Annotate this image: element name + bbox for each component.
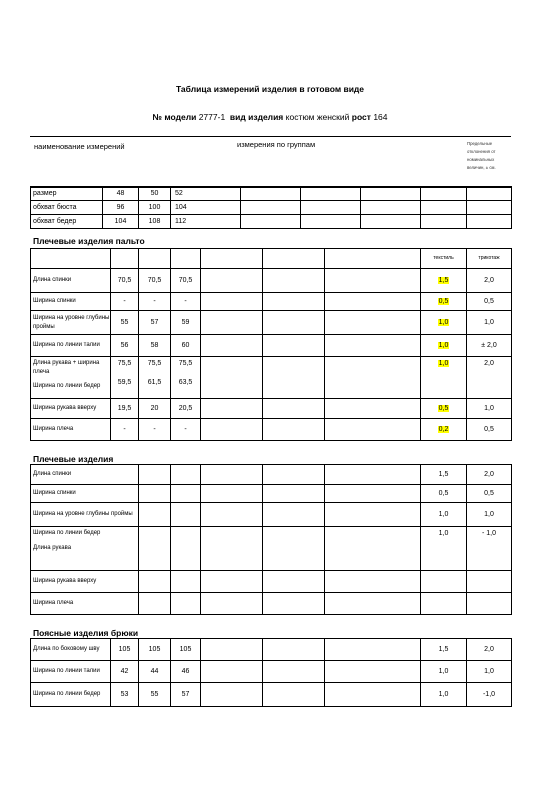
cell-value: 112 <box>171 215 241 229</box>
table-cell <box>201 399 263 419</box>
table-cell <box>325 335 421 357</box>
textile-value-highlighted: 0,5 <box>438 298 449 305</box>
cell-value: 70,5 <box>111 269 139 293</box>
table-cell <box>325 503 421 527</box>
row-label: Длина спинки <box>31 269 111 293</box>
table-cell <box>421 201 467 215</box>
table-row <box>31 639 512 661</box>
table-cell <box>171 571 201 593</box>
table-cell <box>201 357 263 399</box>
table-row <box>31 293 512 311</box>
textile-value-highlighted: 1,5 <box>438 277 449 284</box>
table-cell <box>263 293 325 311</box>
table-row <box>31 311 512 335</box>
table-cell <box>361 201 421 215</box>
table-cell <box>325 639 421 661</box>
table-cell <box>421 399 467 419</box>
table-row <box>31 357 512 399</box>
table-cell <box>301 215 361 229</box>
height-value: 164 <box>373 112 388 122</box>
table-row <box>31 249 512 269</box>
table-cell <box>325 661 421 683</box>
row-label: Длина рукава + ширина плеча <box>33 360 100 375</box>
table-cell <box>263 639 325 661</box>
textile-value: 1,0 <box>421 683 467 707</box>
table-cell <box>171 503 201 527</box>
table-cell <box>325 571 421 593</box>
page-title: Таблица измерений изделия в готовом виде <box>175 84 365 94</box>
table-cell <box>263 249 325 269</box>
table-header <box>30 136 511 188</box>
table-cell <box>263 269 325 293</box>
knit-value: ± 2,0 <box>467 335 512 357</box>
cell-value: 56 <box>111 335 139 357</box>
table-cell <box>263 485 325 503</box>
row-label: Ширина спинки <box>31 485 139 503</box>
cell-value: - <box>171 419 201 441</box>
cell-value: 50 <box>139 187 171 201</box>
table-cell <box>201 503 263 527</box>
coat-table <box>30 248 512 441</box>
cell-value: - <box>111 293 139 311</box>
table-cell <box>361 215 421 229</box>
row-label: Ширина спинки <box>31 293 111 311</box>
kind-label: вид изделия <box>229 112 284 122</box>
shoulder-table <box>30 464 512 615</box>
row-label: Ширина по линии талии <box>31 661 111 683</box>
cell-value: 19,5 <box>111 399 139 419</box>
row-label: обхват бюста <box>31 201 103 215</box>
col-knit-header: трикотаж <box>467 249 512 269</box>
cell-value: 52 <box>171 187 241 201</box>
cell-value: 53 <box>111 683 139 707</box>
cell-value: 70,5 <box>139 269 171 293</box>
cell-value: 20 <box>139 399 171 419</box>
table-cell <box>263 311 325 335</box>
cell-value: 105 <box>139 639 171 661</box>
knit-value: 2,0 <box>467 639 512 661</box>
table-cell <box>201 683 263 707</box>
knit-value: 1,0 <box>467 311 512 335</box>
cell-value: 75,5 <box>178 360 193 367</box>
knit-value: -1,0 <box>467 683 512 707</box>
cell-value: 104 <box>103 215 139 229</box>
row-label: размер <box>31 187 103 201</box>
table-cell <box>421 293 467 311</box>
table-cell <box>201 293 263 311</box>
cell-value: - <box>139 293 171 311</box>
table-cell <box>31 357 111 399</box>
table-cell <box>421 311 467 335</box>
table-cell <box>263 527 325 571</box>
table-cell <box>263 661 325 683</box>
table-cell <box>139 465 171 485</box>
kind-value: костюм женский <box>285 112 350 122</box>
cell-value: - <box>111 419 139 441</box>
table-cell <box>139 249 171 269</box>
section-title-shoulder: Плечевые изделия <box>33 454 114 464</box>
table-cell <box>171 465 201 485</box>
table-row <box>31 485 512 503</box>
col-textile-header: текстиль <box>421 249 467 269</box>
row-label: Ширина плеча <box>31 593 139 615</box>
textile-value: 0,5 <box>421 485 467 503</box>
textile-value-highlighted: 0,5 <box>438 405 449 412</box>
table-cell <box>171 249 201 269</box>
table-cell <box>325 269 421 293</box>
table-cell <box>171 593 201 615</box>
row-label: Длина по боковому шву <box>31 639 111 661</box>
table-row <box>31 399 512 419</box>
row-label: Ширина по линии бедер <box>31 683 111 707</box>
table-cell <box>201 527 263 571</box>
cell-value: 20,5 <box>171 399 201 419</box>
size-table <box>30 186 512 229</box>
knit-value: 1,0 <box>467 503 512 527</box>
knit-value: - 1,0 <box>467 527 512 571</box>
table-row <box>31 571 512 593</box>
cell-value: 59 <box>171 311 201 335</box>
table-cell <box>325 357 421 399</box>
table-cell <box>171 357 201 399</box>
table-cell <box>467 571 512 593</box>
table-cell <box>325 465 421 485</box>
table-cell <box>467 215 512 229</box>
knit-value: 1,0 <box>467 661 512 683</box>
table-cell <box>263 503 325 527</box>
table-cell <box>325 527 421 571</box>
textile-value: 1,0 <box>421 503 467 527</box>
table-cell <box>139 527 171 571</box>
row-label: Ширина по линии бедер <box>33 530 101 536</box>
cell-value: 58 <box>139 335 171 357</box>
cell-value: 42 <box>111 661 139 683</box>
table-cell <box>201 661 263 683</box>
table-cell <box>263 357 325 399</box>
table-cell <box>201 419 263 441</box>
knit-value: 2,0 <box>467 357 512 399</box>
section-title-waist: Поясные изделия брюки <box>33 628 139 638</box>
knit-value: 0,5 <box>467 293 512 311</box>
model-subtitle <box>0 112 540 122</box>
table-cell <box>325 249 421 269</box>
table-cell <box>467 201 512 215</box>
table-row <box>31 215 512 229</box>
table-cell <box>201 335 263 357</box>
cell-value: 57 <box>139 311 171 335</box>
table-row <box>31 465 512 485</box>
table-cell <box>421 419 467 441</box>
cell-value: - <box>139 419 171 441</box>
table-cell <box>171 485 201 503</box>
table-cell <box>301 187 361 201</box>
table-cell <box>171 527 201 571</box>
table-cell <box>421 269 467 293</box>
row-label: Ширина рукава вверху <box>31 571 139 593</box>
table-cell <box>325 399 421 419</box>
table-cell <box>263 593 325 615</box>
cell-value: 75,5 <box>147 360 162 367</box>
table-row <box>31 527 512 571</box>
table-row <box>31 187 512 201</box>
table-cell <box>201 249 263 269</box>
table-cell <box>201 311 263 335</box>
table-cell <box>361 187 421 201</box>
table-row <box>31 335 512 357</box>
table-row <box>31 419 512 441</box>
table-cell <box>467 593 512 615</box>
table-row <box>31 661 512 683</box>
height-label: рост <box>351 112 371 122</box>
textile-value-highlighted: 0,2 <box>438 426 449 433</box>
table-cell <box>139 503 171 527</box>
table-cell <box>325 419 421 441</box>
knit-value: 0,5 <box>467 485 512 503</box>
cell-value: 105 <box>171 639 201 661</box>
table-cell <box>263 335 325 357</box>
table-cell <box>421 357 467 399</box>
table-cell <box>467 187 512 201</box>
table-cell <box>111 249 139 269</box>
table-cell <box>263 465 325 485</box>
row-label: Ширина по линии талии <box>31 335 111 357</box>
cell-value: 48 <box>103 187 139 201</box>
cell-value: 108 <box>139 215 171 229</box>
cell-value: 61,5 <box>147 379 162 386</box>
table-row <box>31 269 512 293</box>
knit-value: 2,0 <box>467 269 512 293</box>
table-cell <box>139 571 171 593</box>
textile-value: 1,0 <box>421 661 467 683</box>
row-label: Ширина рукава вверху <box>31 399 111 419</box>
textile-value-highlighted: 1,0 <box>438 360 449 367</box>
header-groups-col: измерения по группам <box>237 140 316 149</box>
cell-value: 63,5 <box>178 379 193 386</box>
table-row <box>31 201 512 215</box>
table-cell <box>325 593 421 615</box>
table-cell <box>325 485 421 503</box>
table-cell <box>263 419 325 441</box>
cell-value: 55 <box>139 683 171 707</box>
table-cell <box>301 201 361 215</box>
cell-value: 100 <box>139 201 171 215</box>
cell-value: 55 <box>111 311 139 335</box>
row-label: Ширина на уровне глубины проймы <box>31 503 139 527</box>
cell-value: 60 <box>171 335 201 357</box>
table-cell <box>139 485 171 503</box>
table-cell <box>201 571 263 593</box>
cell-value: 104 <box>171 201 241 215</box>
table-cell <box>325 293 421 311</box>
knit-value: 2,0 <box>467 465 512 485</box>
header-deviation-col: Предельные отклонения от номинальных величин, ± см. <box>467 141 496 170</box>
cell-value: 75,5 <box>117 360 132 367</box>
table-cell <box>241 201 301 215</box>
row-label: Ширина на уровне глубины проймы <box>31 311 111 335</box>
textile-value: 1,0 <box>421 527 467 571</box>
table-cell <box>201 465 263 485</box>
textile-value: 1,5 <box>421 465 467 485</box>
knit-value: 0,5 <box>467 419 512 441</box>
table-cell <box>201 485 263 503</box>
table-cell <box>241 215 301 229</box>
table-cell <box>421 571 467 593</box>
table-cell <box>31 249 111 269</box>
textile-value-highlighted: 1,0 <box>438 342 449 349</box>
table-cell <box>201 593 263 615</box>
cell-value: 59,5 <box>117 379 132 386</box>
row-label: Длина спинки <box>31 465 139 485</box>
model-label: № модели <box>152 112 197 122</box>
table-cell <box>263 399 325 419</box>
waist-table <box>30 638 512 707</box>
table-row <box>31 683 512 707</box>
table-cell <box>241 187 301 201</box>
row-label: Ширина плеча <box>31 419 111 441</box>
row-label: Ширина по линии бедер <box>33 383 101 389</box>
cell-value: 44 <box>139 661 171 683</box>
cell-value: 46 <box>171 661 201 683</box>
table-cell <box>31 527 139 571</box>
table-cell <box>263 683 325 707</box>
table-cell <box>139 357 171 399</box>
textile-value-highlighted: 1,0 <box>438 319 449 326</box>
cell-value: - <box>171 293 201 311</box>
table-cell <box>421 593 467 615</box>
knit-value: 1,0 <box>467 399 512 419</box>
table-cell <box>421 187 467 201</box>
row-label: обхват бедер <box>31 215 103 229</box>
table-cell <box>325 683 421 707</box>
table-cell <box>201 639 263 661</box>
model-value: 2777-1 <box>198 112 226 122</box>
textile-value: 1,5 <box>421 639 467 661</box>
table-cell <box>111 357 139 399</box>
table-row <box>31 503 512 527</box>
cell-value: 96 <box>103 201 139 215</box>
cell-value: 70,5 <box>171 269 201 293</box>
cell-value: 105 <box>111 639 139 661</box>
section-title-coat: Плечевые изделия пальто <box>33 236 145 246</box>
table-row <box>31 593 512 615</box>
table-cell <box>421 215 467 229</box>
table-cell <box>421 335 467 357</box>
table-cell <box>139 593 171 615</box>
row-label: Длина рукава <box>33 545 72 551</box>
table-cell <box>325 311 421 335</box>
header-name-col: наименование измерений <box>34 142 125 151</box>
table-cell <box>201 269 263 293</box>
cell-value: 57 <box>171 683 201 707</box>
table-cell <box>263 571 325 593</box>
